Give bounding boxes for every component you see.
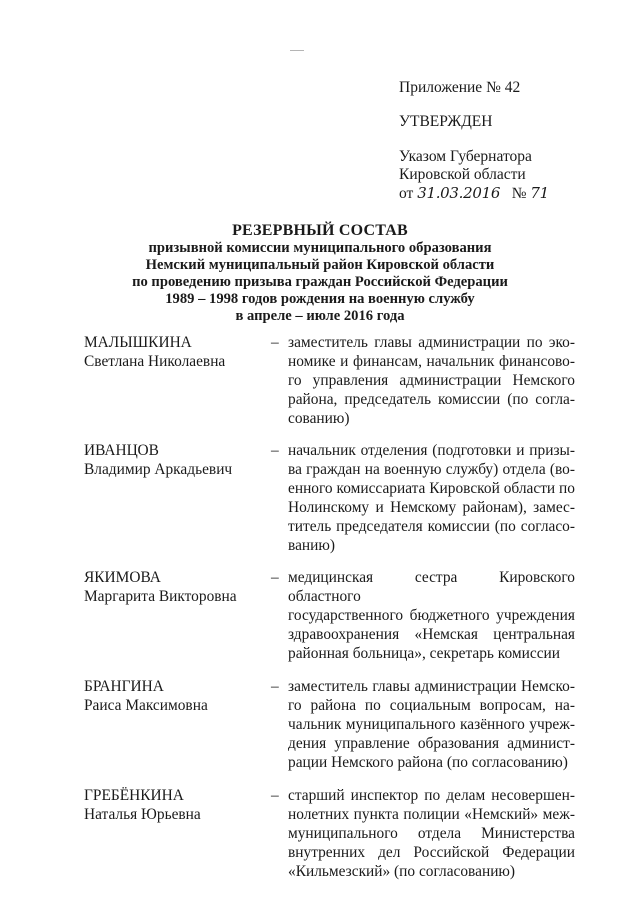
dash: – xyxy=(271,442,279,459)
role-line: начальник отделения (подготовки и призы- xyxy=(288,442,575,459)
member-surname: ЯКИМОВА xyxy=(84,569,161,586)
role-line: сованию) xyxy=(288,410,350,427)
member-entry xyxy=(84,786,584,881)
role-line: го района по социальным вопросам, на- xyxy=(288,697,575,714)
role-line: дения управление образования админист- xyxy=(288,735,575,752)
member-role xyxy=(288,333,575,428)
role-line: заместитель главы администрации по эко- xyxy=(288,334,575,351)
dash: – xyxy=(271,678,279,695)
member-given-names: Владимир Аркадьевич xyxy=(84,461,233,478)
role-line: Нолинскому и Немскому районам), замес- xyxy=(288,499,575,516)
document-title xyxy=(40,221,600,325)
role-line: внутренних дел Российской Федерации xyxy=(288,844,575,861)
member-entry xyxy=(84,441,584,555)
member-given-names: Маргарита Викторовна xyxy=(84,588,237,605)
role-line: ва граждан на военную службу) отдела (во- xyxy=(288,461,575,478)
title-main: РЕЗЕРВНЫЙ СОСТАВ xyxy=(232,222,408,239)
title-line: призывной комиссии муниципального образования xyxy=(148,240,492,256)
member-role xyxy=(288,786,575,881)
member-name xyxy=(84,333,264,371)
role-line: муниципального отдела Министерства xyxy=(288,825,575,842)
role-line: медицинская сестра Кировского областного xyxy=(288,569,575,605)
role-line: чальник муниципального казённого учреж- xyxy=(288,716,575,733)
dash: – xyxy=(271,787,279,804)
role-line: го управления администрации Немского xyxy=(288,372,575,389)
role-line: номике и финансам, начальник финансово- xyxy=(288,353,575,370)
approved-label: УТВЕРЖДЕН xyxy=(399,113,493,130)
role-line: государственного бюджетного учреждения xyxy=(288,607,575,624)
page-mark xyxy=(290,50,304,51)
role-line: енного комиссариата Кировской области по xyxy=(288,480,575,497)
role-line: титель председателя комиссии (по согласо- xyxy=(288,518,575,535)
role-line: района, председатель комиссии (по согла- xyxy=(288,391,575,408)
role-line: рации Немского района (по согласованию) xyxy=(288,754,568,771)
appendix-label: Приложение № 42 xyxy=(399,79,521,96)
role-line: районная больница», секретарь комиссии xyxy=(288,645,561,662)
member-role xyxy=(288,441,575,555)
member-name xyxy=(84,568,264,606)
dash: – xyxy=(271,569,279,586)
member-given-names: Раиса Максимовна xyxy=(84,697,208,714)
member-surname: БРАНГИНА xyxy=(84,678,164,695)
approval-block xyxy=(399,79,619,203)
member-surname: МАЛЫШКИНА xyxy=(84,334,192,351)
date-prefix: от xyxy=(399,185,414,202)
role-line: ванию) xyxy=(288,537,335,554)
title-line: по проведению призыва граждан Российской Федерации xyxy=(132,274,508,290)
decree-date-line xyxy=(399,184,619,203)
member-name xyxy=(84,786,264,824)
role-line: заместитель главы администрации Немско- xyxy=(288,678,575,695)
member-entry xyxy=(84,568,584,663)
member-role xyxy=(288,677,575,772)
title-line: 1989 – 1998 годов рождения на военную службу xyxy=(165,291,475,307)
member-name xyxy=(84,441,264,479)
decree-line-2: Кировской области xyxy=(399,166,526,183)
title-line: Немский муниципальный район Кировской области xyxy=(145,257,495,273)
role-line: здравоохранения «Немская центральная xyxy=(288,626,575,643)
role-line: старший инспектор по делам несовершен- xyxy=(288,787,575,804)
member-entry xyxy=(84,333,584,428)
members-list xyxy=(84,333,584,881)
member-given-names: Наталья Юрьевна xyxy=(84,806,201,823)
role-line: нолетних пункта полиции «Немский» меж- xyxy=(288,806,575,823)
member-surname: ИВАНЦОВ xyxy=(84,442,159,459)
dash: – xyxy=(271,334,279,351)
decree-line-1: Указом Губернатора xyxy=(399,148,532,165)
handwritten-number: 71 xyxy=(530,184,549,202)
title-line: в апреле – июле 2016 года xyxy=(235,308,405,324)
member-entry xyxy=(84,677,584,772)
member-given-names: Светлана Николаевна xyxy=(84,353,226,370)
handwritten-date: 31.03.2016 xyxy=(417,184,501,202)
number-prefix: № xyxy=(511,185,527,202)
member-surname: ГРЕБЁНКИНА xyxy=(84,787,184,804)
member-name xyxy=(84,677,264,715)
role-line: «Кильмезский» (по согласованию) xyxy=(288,863,516,880)
member-role xyxy=(288,568,575,663)
